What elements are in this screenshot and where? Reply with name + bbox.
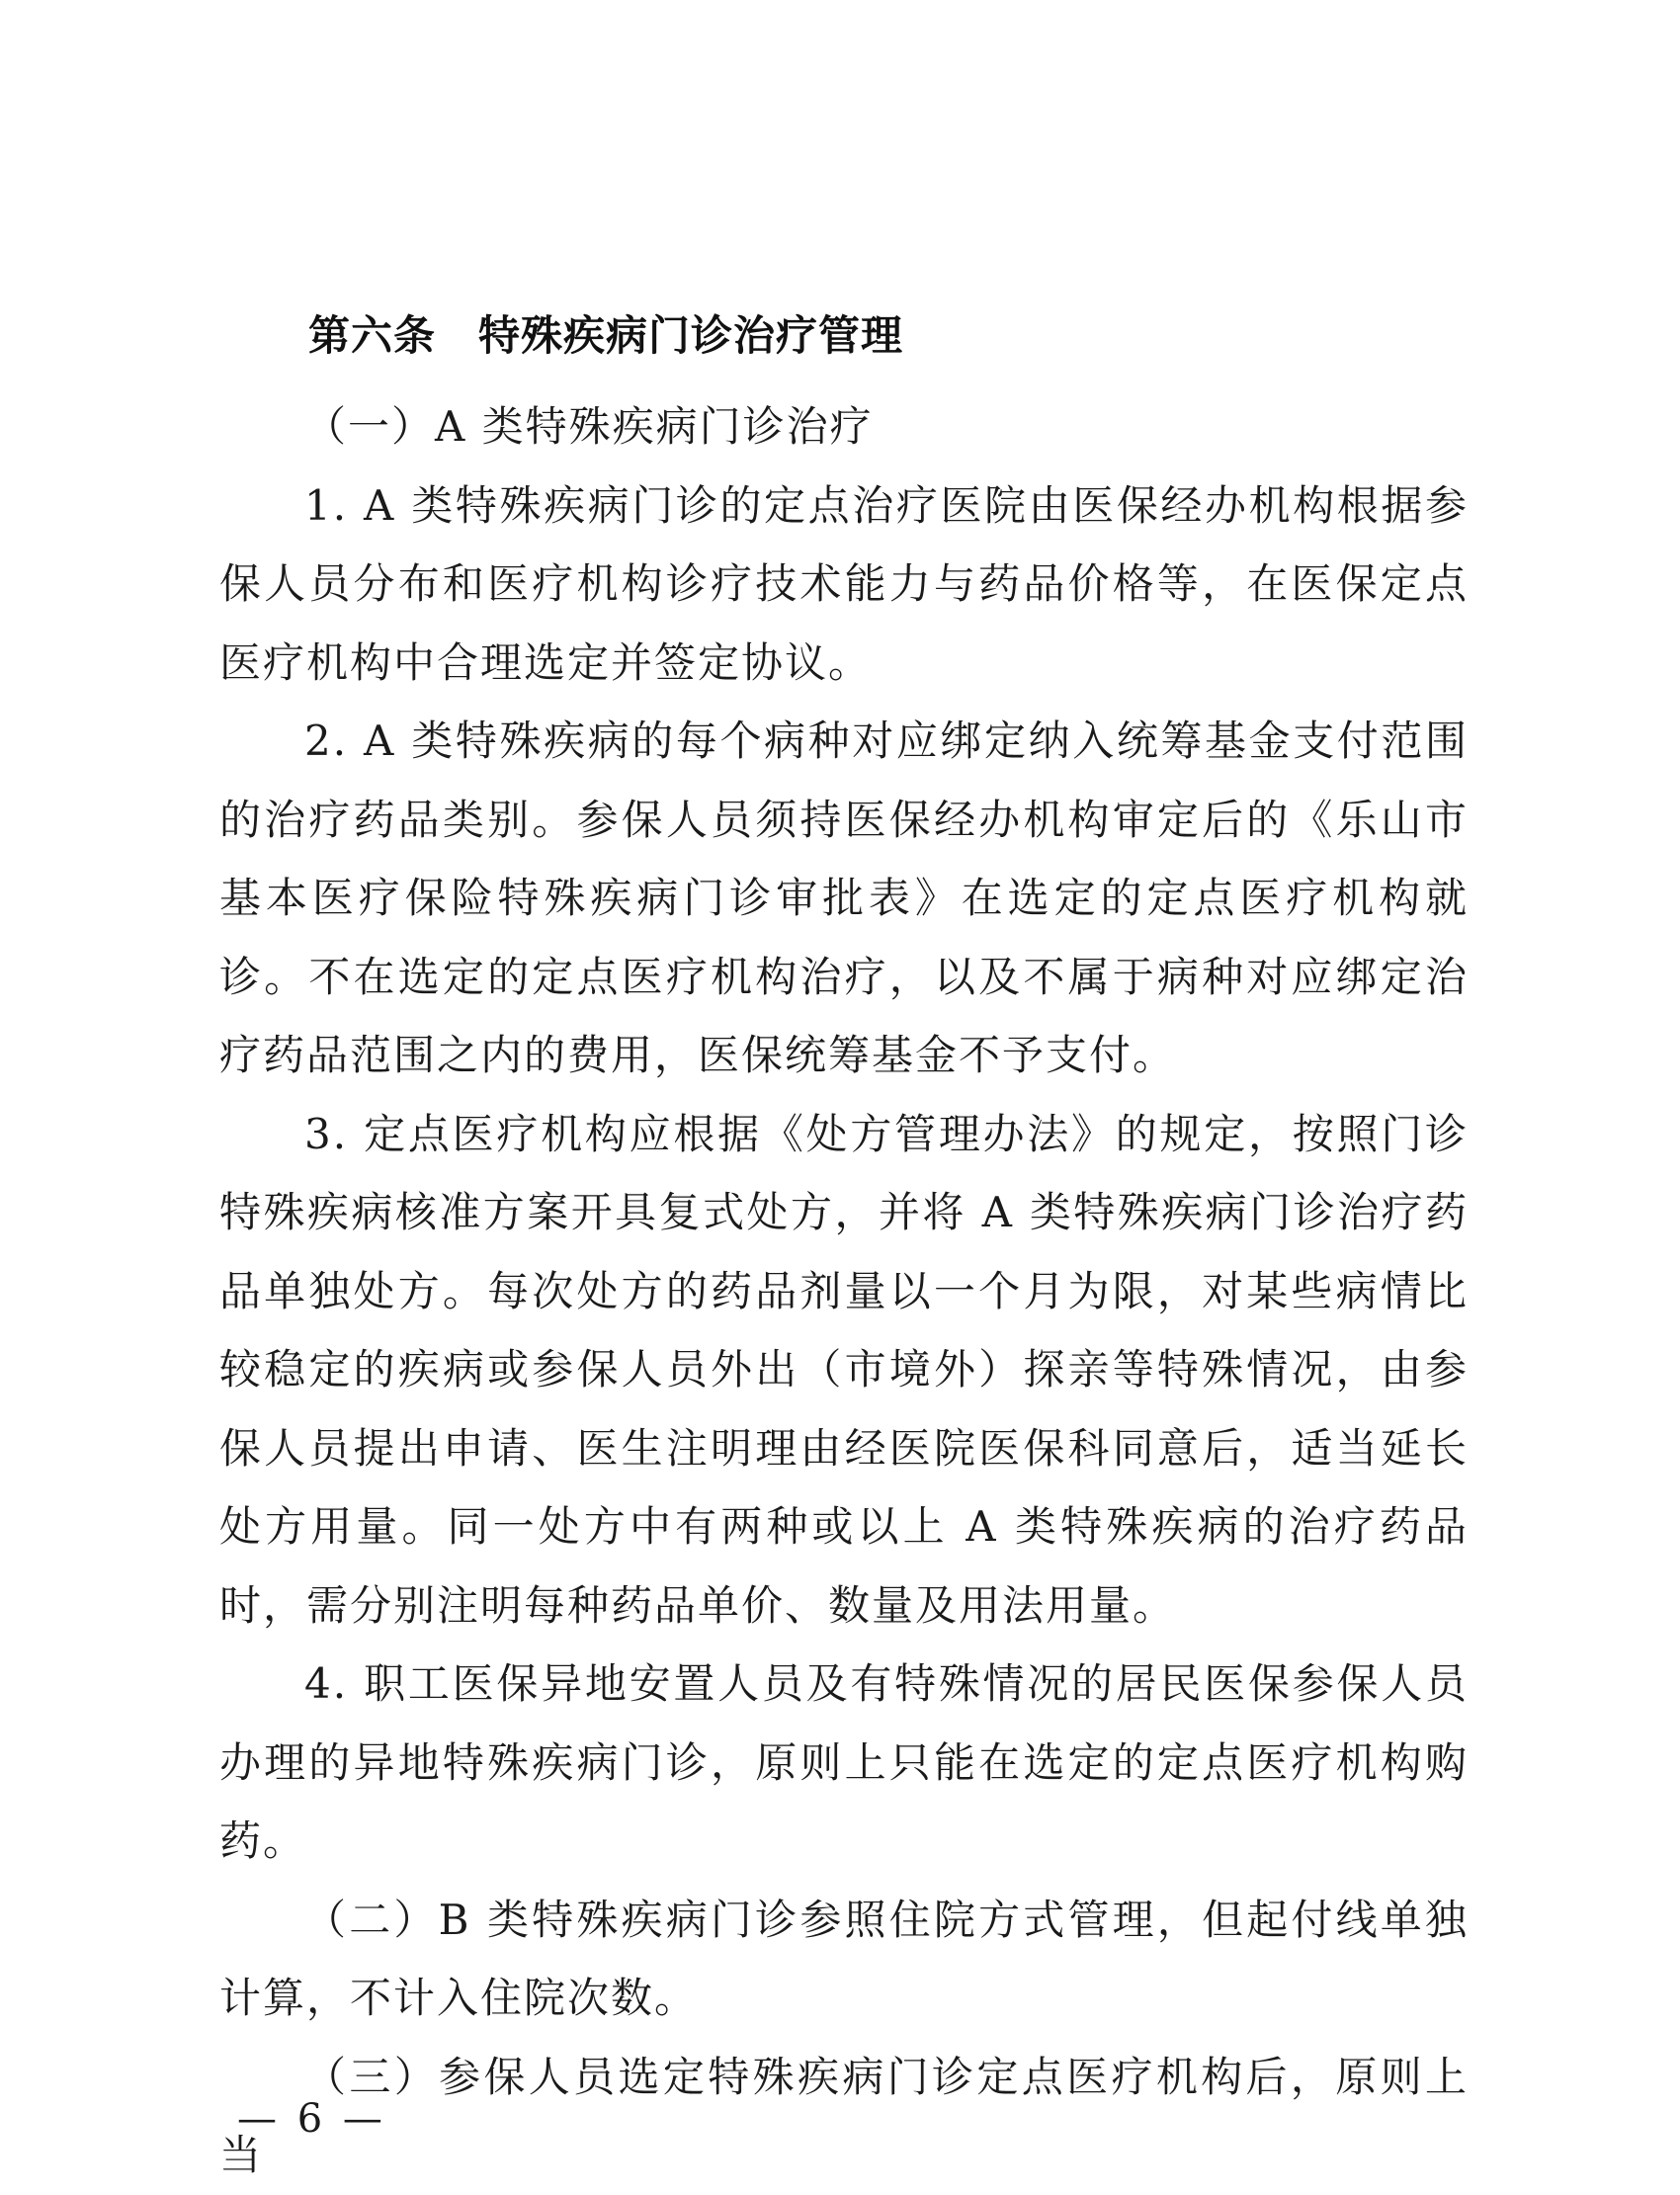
section-one-title: （一）A 类特殊疾病门诊治疗: [304, 402, 874, 451]
section-two-paragraph: （二）B 类特殊疾病门诊参照住院方式管理，但起付线单独计算，不计入住院次数。: [219, 1895, 1469, 2022]
paragraph-item-3: 3. 定点医疗机构应根据《处方管理办法》的规定，按照门诊特殊疾病核准方案开具复式处方，并将 A 类特殊疾病门诊治疗药品单独处方。每次处方的药品剂量以一个月为限，对某些病情比较稳定的疾病或参保人员外出（市境外）探亲等特殊情况，由参保人员提出申请、医生注明理由经医院医保科同意后，适当延长处方用量。同一处方中有两种或以上 A 类特殊疾病的治疗药品时，需分别注明每种药品单价、数量及用法用量。: [219, 1109, 1469, 1630]
paragraph-item-4: 4. 职工医保异地安置人员及有特殊情况的居民医保参保人员办理的异地特殊疾病门诊，原则上只能在选定的定点医疗机构购药。: [219, 1659, 1469, 1865]
paragraph-item-2: 2. A 类特殊疾病的每个病种对应绑定纳入统筹基金支付范围的治疗药品类别。参保人员须持医保经办机构审定后的《乐山市基本医疗保险特殊疾病门诊审批表》在选定的定点医疗机构就诊。不在选定的定点医疗机构治疗，以及不属于病种对应绑定治疗药品范围之内的费用，医保统筹基金不予支付。: [219, 717, 1469, 1079]
page-number: — 6 —: [237, 2096, 386, 2142]
paragraph-item-1: 1. A 类特殊疾病门诊的定点治疗医院由医保经办机构根据参保人员分布和医疗机构诊疗技术能力与药品价格等，在医保定点医疗机构中合理选定并签定协议。: [219, 480, 1469, 687]
article-heading: 第六条 特殊疾病门诊治疗管理: [308, 311, 904, 360]
document-body: [219, 308, 1469, 2195]
section-three-paragraph: （三）参保人员选定特殊疾病门诊定点医疗机构后，原则上当: [219, 2052, 1469, 2179]
